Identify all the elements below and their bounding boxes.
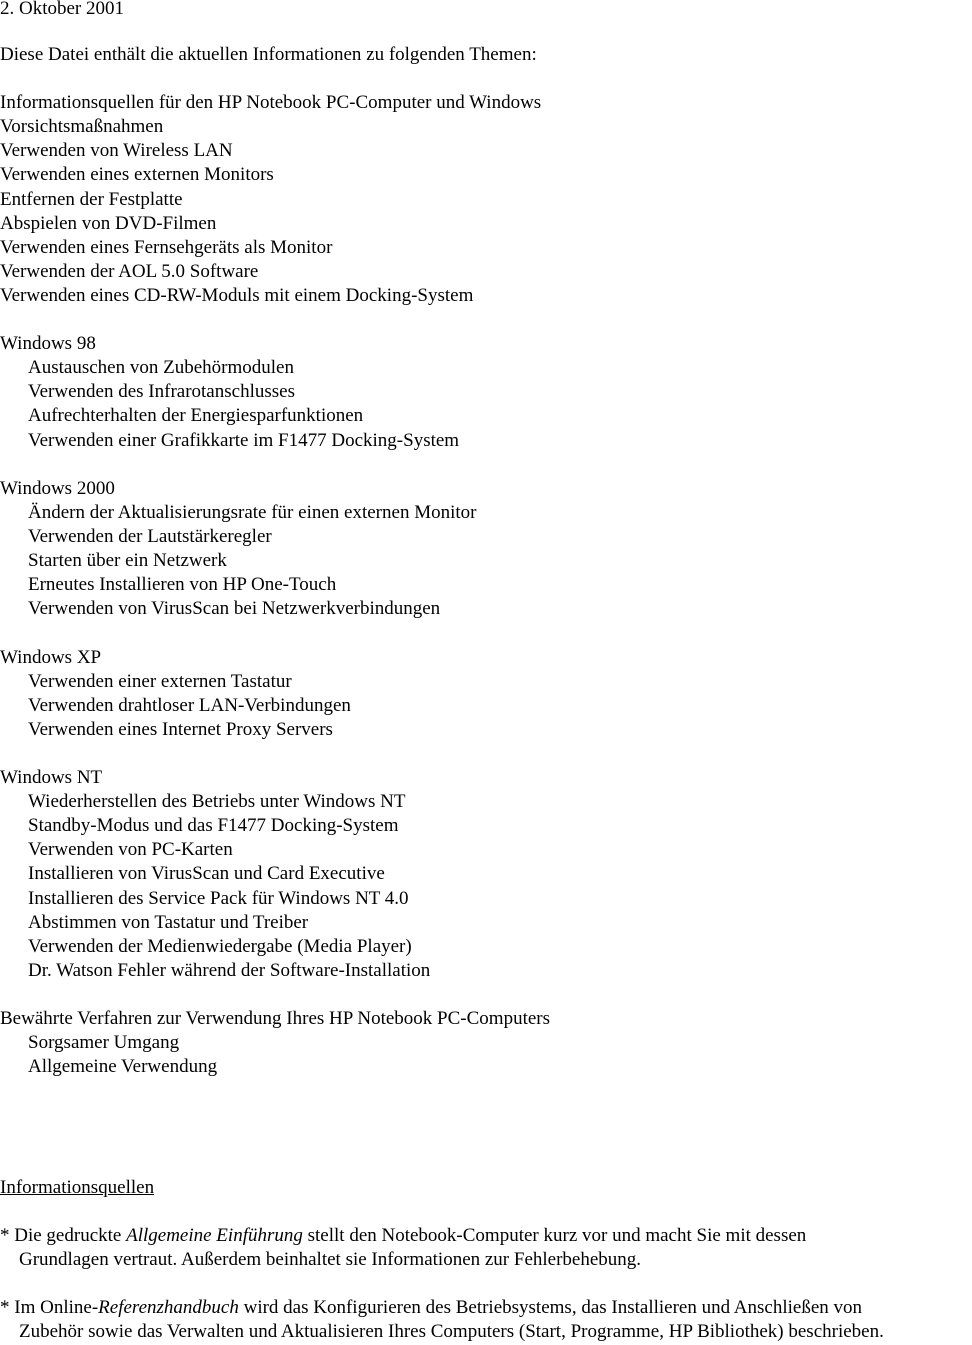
section-item: Verwenden des Infrarotanschlusses [28, 381, 295, 402]
section-item: Installieren von VirusScan und Card Executive [28, 863, 385, 884]
topic-item: Verwenden der AOL 5.0 Software [0, 261, 259, 282]
topic-item: Abspielen von DVD-Filmen [0, 213, 217, 234]
note-prefix: * Die gedruckte [0, 1225, 127, 1246]
section-item: Verwenden von PC-Karten [28, 839, 233, 860]
section-item: Standby-Modus und das F1477 Docking-System [28, 815, 399, 836]
section-item: Verwenden einer Grafikkarte im F1477 Docking-System [28, 430, 460, 451]
topic-item: Entfernen der Festplatte [0, 189, 183, 210]
note-suffix: wird das Konfigurieren des Betriebsystems, das Installieren und Anschließen von [238, 1297, 863, 1318]
section-item: Austauschen von Zubehörmodulen [28, 357, 294, 378]
section-item: Abstimmen von Tastatur und Treiber [28, 912, 309, 933]
topic-item: Verwenden eines Fernsehgeräts als Monitor [0, 237, 333, 258]
section-title-windows-nt: Windows NT [0, 767, 103, 788]
section-item: Ändern der Aktualisierungsrate für einen externen Monitor [28, 502, 477, 523]
section-item: Verwenden eines Internet Proxy Servers [28, 719, 333, 740]
note-line [0, 1224, 806, 1248]
note-continuation: Grundlagen vertraut. Außerdem beinhaltet sie Informationen zur Fehlerbehebung. [19, 1249, 642, 1270]
intro-text: Diese Datei enthält die aktuellen Informationen zu folgenden Themen: [0, 44, 537, 65]
section-item: Aufrechterhalten der Energiesparfunktionen [28, 405, 364, 426]
section-item: Verwenden von VirusScan bei Netzwerkverbindungen [28, 598, 441, 619]
topic-item: Verwenden eines externen Monitors [0, 164, 274, 185]
section-item: Sorgsamer Umgang [28, 1032, 180, 1053]
section-item: Wiederherstellen des Betriebs unter Windows NT [28, 791, 406, 812]
section-item: Starten über ein Netzwerk [28, 550, 227, 571]
note-prefix: * Im Online- [0, 1297, 99, 1318]
section-item: Dr. Watson Fehler während der Software-Installation [28, 960, 431, 981]
note-line [0, 1296, 862, 1320]
info-heading: Informationsquellen [0, 1177, 155, 1198]
topic-item: Vorsichtsmaßnahmen [0, 116, 164, 137]
section-item: Verwenden der Lautstärkeregler [28, 526, 272, 547]
topic-item: Verwenden von Wireless LAN [0, 140, 233, 161]
section-title-windows-98: Windows 98 [0, 333, 96, 354]
section-title-windows-xp: Windows XP [0, 647, 102, 668]
note-continuation: Zubehör sowie das Verwalten und Aktualisieren Ihres Computers (Start, Programme, HP Bibliothek) beschrieben. [19, 1321, 884, 1342]
note-suffix: stellt den Notebook-Computer kurz vor und macht Sie mit dessen [302, 1225, 807, 1246]
section-title-best-practices: Bewährte Verfahren zur Verwendung Ihres HP Notebook PC-Computers [0, 1008, 550, 1029]
section-item: Allgemeine Verwendung [28, 1056, 218, 1077]
section-item: Erneutes Installieren von HP One-Touch [28, 574, 337, 595]
section-item: Verwenden der Medienwiedergabe (Media Player) [28, 936, 412, 957]
topic-item: Informationsquellen für den HP Notebook PC-Computer und Windows [0, 92, 542, 113]
section-item: Installieren des Service Pack für Windows NT 4.0 [28, 888, 409, 909]
section-item: Verwenden einer externen Tastatur [28, 671, 292, 692]
topic-item: Verwenden eines CD-RW-Moduls mit einem Docking-System [0, 285, 474, 306]
note-book-title: Allgemeine Einführung [126, 1225, 303, 1246]
section-title-windows-2000: Windows 2000 [0, 478, 115, 499]
section-item: Verwenden drahtloser LAN-Verbindungen [28, 695, 351, 716]
note-book-title: Referenzhandbuch [98, 1297, 239, 1318]
document-date: 2. Oktober 2001 [0, 0, 125, 19]
